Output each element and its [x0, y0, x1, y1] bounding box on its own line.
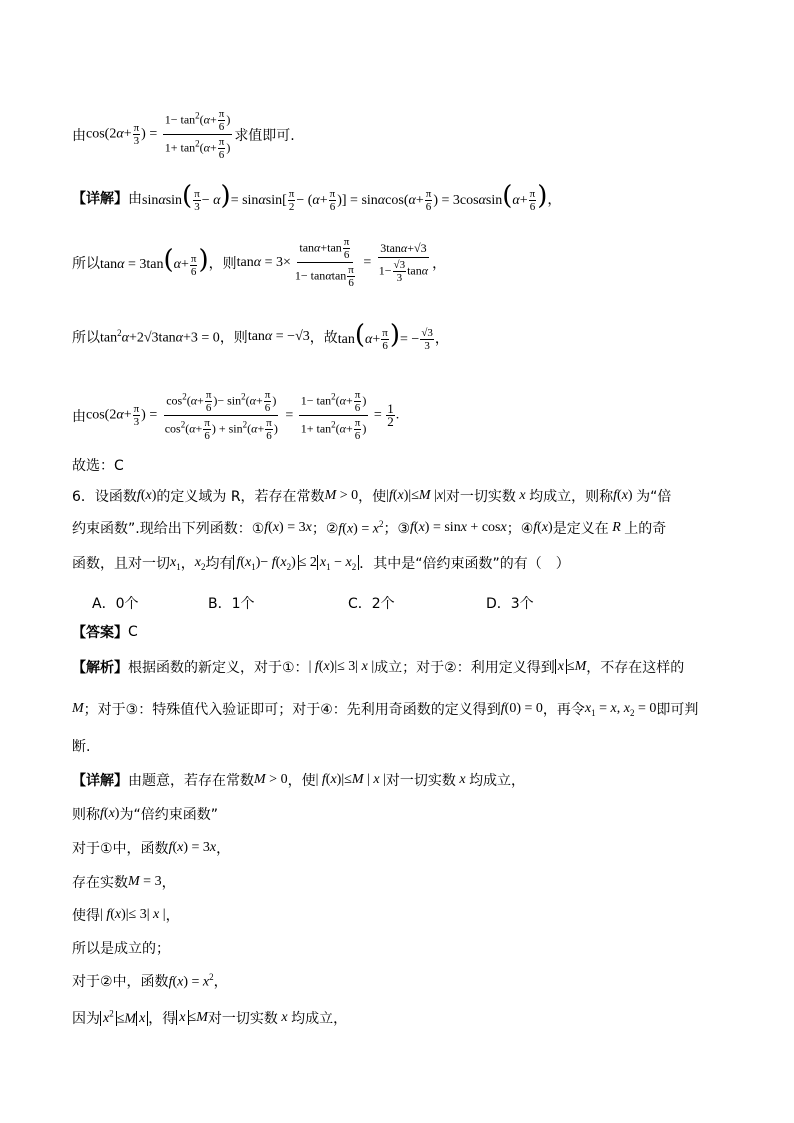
- text: ，: [216, 841, 231, 857]
- text: ；对于③：特殊值代入验证即可；对于④：先利用奇函数的定义得到: [83, 702, 501, 718]
- math: tanα = 3×: [236, 254, 291, 270]
- answer-line: [72, 622, 138, 642]
- detail-tag: 【详解】: [72, 191, 128, 208]
- detail-line-4: 由 cos(2α+ $\frac{\pi}{3}$ ) = $\cos^2(\alpha+$ $\frac{\pi}{6}$ )− $\sin^2(\alpha+$ $\frac{\pi}{6}$ ) $\cos^2(\alpha+$ $\frac{\pi}{6}$ ) + $\sin^2(\alpha+$ $\frac{\pi}{6}$ ) = $1- \tan^2(\alpha+$ $\frac{\pi}{6}$ ) $1+ \tan^2(\alpha+$ $\frac{\pi}{6}$ ) = $\frac{1}{2}$ .: [72, 389, 400, 442]
- option-a: [92, 593, 138, 613]
- text: ；④: [506, 521, 534, 537]
- text: 由: [72, 127, 86, 144]
- text: ，: [180, 556, 195, 572]
- choice-line: [72, 455, 124, 475]
- text: ，: [161, 875, 176, 891]
- text: 由: [72, 408, 86, 425]
- text: 6．设函数: [72, 489, 137, 505]
- text: ，则: [219, 330, 248, 347]
- analysis-line-2: M ；对于③：特殊值代入验证即可；对于④：先利用奇函数的定义得到 f(0) = 0 ，再令 $x_1 = x$, $x_2 = 0$ 即可判: [72, 700, 699, 718]
- option-label: C．2个: [348, 596, 395, 612]
- analysis-tag: 【解析】: [72, 660, 128, 676]
- text: 则称: [72, 807, 100, 823]
- text: ，: [165, 908, 180, 924]
- math: $\tan^2\alpha+2√3\tan\alpha+3 = 0$: [100, 327, 220, 346]
- math-fraction: tanα+tan $\frac{\pi}{6}$ 1− tanαtan $\frac{\pi}{6}$: [294, 236, 354, 289]
- text: ，使: [358, 489, 387, 505]
- detail2-line-8: 因为 $x^2 \le M$ x ，得 x ≤M 对一切实数 x 均成立，: [72, 1008, 348, 1027]
- option-label: D．3个: [486, 596, 534, 612]
- text: 使得: [72, 908, 100, 924]
- math-fraction: $\cos^2(\alpha+$ $\frac{\pi}{6}$ )− $\sin^2(\alpha+$ $\frac{\pi}{6}$ ) $\cos^2(\alpha+$ $\frac{\pi}{6}$ ) + $\sin^2(\alpha+$ $\frac{\pi}{6}$ ): [164, 389, 278, 442]
- text: 均成立，则称: [529, 489, 614, 505]
- text: ，不存在这样的: [586, 660, 685, 676]
- text: 对一切实数: [385, 773, 456, 789]
- question-6-line-2: 约束函数”.现给出下列函数：① f(x) = 3x ；② $f(x) = x^2$ ；③ f(x) = sinx + cosx ；④ f(x) 是定义在 R 上的奇: [72, 518, 667, 537]
- detail-tag: 【详解】: [72, 773, 128, 789]
- text: 是定义在: [552, 521, 609, 537]
- math: cos(2α+ $\frac{\pi}{3}$ ) =: [86, 122, 161, 147]
- detail-line-2: 所以 tanα = 3tan(α+ $\frac{\pi}{6}$ ) ，则 tanα = 3× tanα+tan $\frac{\pi}{6}$ 1− tanαtan $\frac{\pi}{6}$ = 3tanα+√3 1− $\frac{√3}{3}$ tanα ，: [72, 236, 447, 289]
- text: 对一切实数: [207, 1011, 278, 1027]
- text: 约束函数”.现给出下列函数：①: [72, 521, 265, 537]
- analysis-line-1: 【解析】 根据函数的新定义，对于①： | f(x)|≤ 3| x | 成立；对于②：利用定义得到 x ≤M ，不存在这样的: [72, 659, 685, 676]
- text: ．其中是“倍约束函数”的有（ ）: [359, 556, 570, 572]
- text: 均有: [205, 556, 234, 572]
- math: cos(2α+ $\frac{\pi}{3}$ ) =: [86, 403, 161, 428]
- text: ，再令: [542, 702, 585, 718]
- answer-value: C: [128, 624, 138, 640]
- text: ，故: [309, 330, 338, 347]
- text: 所以: [72, 330, 100, 347]
- text: 断.: [72, 739, 91, 755]
- text: 由: [128, 191, 142, 208]
- text: 所以是成立的；: [72, 941, 170, 957]
- text: ，得: [148, 1011, 177, 1027]
- text: 对一切实数: [445, 489, 516, 505]
- detail2-line-5: 使得 | f(x)|≤ 3| x | ，: [72, 907, 180, 924]
- answer-tag: 【答案】: [72, 625, 128, 641]
- math-fraction: 3tanα+√3 1− $\frac{√3}{3}$ tanα: [378, 241, 429, 284]
- math-fraction: $1- \tan^2(\alpha+$ $\frac{\pi}{6}$ ) $1+ \tan^2(\alpha+$ $\frac{\pi}{6}$ ): [164, 108, 231, 161]
- text: 的定义域为 R，若存在常数: [156, 489, 325, 505]
- text: ；③: [383, 521, 411, 537]
- text: 成立；对于②：利用定义得到: [374, 660, 555, 676]
- detail2-line-7: 对于②中，函数 $f(x) = x^2$ ，: [72, 971, 228, 990]
- detail-line-3: [72, 322, 449, 352]
- text: 所以: [72, 255, 100, 272]
- analysis-line-3: [72, 736, 90, 756]
- text: 均成立，: [291, 1011, 348, 1027]
- math: tanα = −√3: [247, 329, 310, 345]
- question-6-line-1: 6．设函数 f(x) 的定义域为 R，若存在常数 M > 0 ，使 |f(x)|≤M |x| 对一切实数 x 均成立，则称 f(x) 为“倍: [72, 488, 672, 505]
- text: 上的奇: [624, 521, 667, 537]
- text: ，: [213, 974, 228, 990]
- text: 即可判: [656, 702, 699, 718]
- text: ，则: [208, 255, 237, 272]
- text: 求值即可.: [234, 127, 295, 144]
- text: 存在实数: [72, 875, 128, 891]
- text: 由题意，若存在常数: [128, 773, 254, 789]
- detail2-line-6: [72, 938, 170, 958]
- option-c: [348, 593, 395, 613]
- text: ，使: [287, 773, 316, 789]
- formula-line-1: [72, 108, 295, 161]
- math: tan(α+ $\frac{\pi}{6}$ )= − $\frac{√3}{3}$ ，: [337, 320, 449, 353]
- detail2-line-1: 【详解】 由题意，若存在常数 M > 0 ，使 | f(x)|≤M | x | 对一切实数 x 均成立，: [72, 772, 526, 789]
- text: 对于②中，函数: [72, 974, 169, 990]
- text: 函数，且对一切: [72, 556, 170, 572]
- text: 对于①中，函数: [72, 841, 169, 857]
- text: 为“倍: [636, 489, 672, 505]
- text: 故选：C: [72, 458, 124, 474]
- text: 均成立，: [469, 773, 526, 789]
- option-label: A．0个: [92, 596, 139, 612]
- option-d: [486, 593, 534, 613]
- text: 因为: [72, 1011, 100, 1027]
- text: 为“倍约束函数”: [119, 807, 218, 823]
- math-fraction: $1- \tan^2(\alpha+$ $\frac{\pi}{6}$ ) $1+ \tan^2(\alpha+$ $\frac{\pi}{6}$ ): [300, 389, 367, 442]
- question-6-line-3: 函数，且对一切 $x_1$ ， $x_2$ 均有 $f(x_1)- f(x_2) \le 2$ $x_1 - x_2$ ．其中是“倍约束函数”的有（ ）: [72, 554, 570, 572]
- text: 根据函数的新定义，对于①：: [128, 660, 309, 676]
- math: tanα = 3tan(α+ $\frac{\pi}{6}$ ): [100, 245, 209, 278]
- text: ；②: [311, 521, 339, 537]
- option-label: B．1个: [208, 596, 255, 612]
- math: sinαsin( $\frac{\pi}{3}$ − α)= sinαsin[ $\frac{\pi}{2}$ − (α+ $\frac{\pi}{6}$ )] = sinαcos(α+ $\frac{\pi}{6}$ ) = 3cosαsin(α+ $\frac{\pi}{6}$ )，: [142, 181, 562, 214]
- detail2-line-2: 则称 f(x) 为“倍约束函数”: [72, 806, 218, 823]
- detail2-line-4: 存在实数 M = 3 ，: [72, 874, 176, 891]
- detail-line-1: [72, 183, 561, 213]
- detail2-line-3: 对于①中，函数 f(x) = 3x ，: [72, 840, 231, 857]
- option-b: [208, 593, 255, 613]
